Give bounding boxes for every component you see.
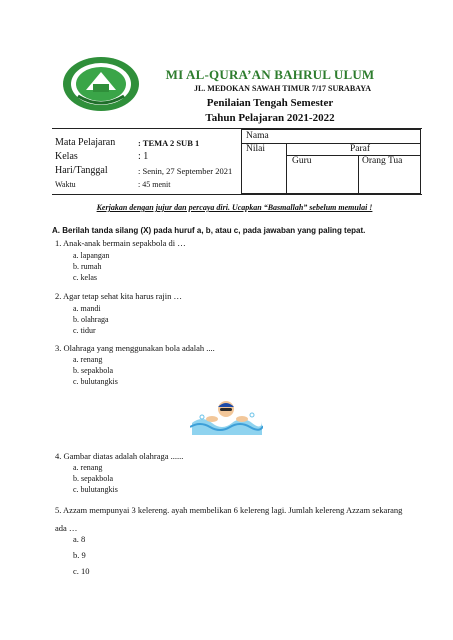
option-5c: c. 10 bbox=[73, 566, 90, 576]
option-2b: b. olahraga bbox=[73, 315, 109, 324]
option-2a: a. mandi bbox=[73, 304, 101, 313]
school-address: JL. MEDOKAN SAWAH TIMUR 7/17 SURABAYA bbox=[193, 84, 372, 93]
option-4c: c. bulutangkis bbox=[73, 485, 118, 494]
option-5a: a. 8 bbox=[73, 534, 86, 544]
option-3a: a. renang bbox=[73, 355, 103, 364]
section-a-heading: A. Berilah tanda silang (X) pada huruf a, b, atau c, pada jawaban yang paling tepat. bbox=[52, 226, 366, 235]
teacher-label: Guru bbox=[292, 156, 312, 166]
option-3b: b. sepakbola bbox=[73, 366, 113, 375]
class-label: Kelas bbox=[55, 151, 78, 162]
name-label: Nama bbox=[246, 131, 269, 141]
school-name: MI AL-QURA’AN BAHRUL ULUM bbox=[165, 67, 375, 82]
question-3: 3. Olahraga yang menggunakan bola adalah .... bbox=[55, 343, 215, 353]
question-2: 2. Agar tetap sehat kita harus rajin … bbox=[55, 291, 182, 301]
date-value: : Senin, 27 September 2021 bbox=[138, 166, 233, 176]
subject-label: Mata Pelajaran bbox=[55, 137, 116, 148]
divider bbox=[52, 194, 422, 195]
question-5: 5. Azzam mempunyai 3 kelereng. ayah membelikan 6 kelereng lagi. Jumlah kelereng Azzam sekarang ada … bbox=[55, 505, 403, 533]
school-logo bbox=[60, 54, 142, 114]
option-1c: c. kelas bbox=[73, 273, 97, 282]
exam-title: Penilaian Tengah Semester bbox=[206, 97, 334, 109]
option-5b: b. 9 bbox=[73, 550, 86, 560]
subject-value: : TEMA 2 SUB 1 bbox=[138, 138, 200, 148]
academic-year: Tahun Pelajaran 2021-2022 bbox=[205, 112, 335, 124]
date-label: Hari/Tanggal bbox=[55, 165, 108, 176]
time-value: : 45 menit bbox=[138, 180, 171, 189]
option-3c: c. bulutangkis bbox=[73, 377, 118, 386]
class-value: : 1 bbox=[138, 151, 149, 162]
option-2c: c. tidur bbox=[73, 326, 96, 335]
question-4: 4. Gambar diatas adalah olahraga ...... bbox=[55, 451, 184, 461]
score-label: Nilai bbox=[246, 144, 265, 154]
question-1: 1. Anak-anak bermain sepakbola di … bbox=[55, 238, 186, 248]
option-4b: b. sepakbola bbox=[73, 474, 113, 483]
student-name-score-box bbox=[241, 129, 421, 194]
option-4a: a. renang bbox=[73, 463, 103, 472]
option-1a: a. lapangan bbox=[73, 251, 110, 260]
option-1b: b. rumah bbox=[73, 262, 102, 271]
paraf-label: Paraf bbox=[350, 144, 371, 154]
parent-label: Orang Tua bbox=[362, 156, 403, 166]
instruction-text: Kerjakan dengan jujur dan percaya diri. Ucapkan “Basmallah” sebelum memulai ! bbox=[96, 203, 373, 212]
swimming-illustration bbox=[190, 397, 263, 435]
time-label: Waktu bbox=[55, 180, 76, 189]
